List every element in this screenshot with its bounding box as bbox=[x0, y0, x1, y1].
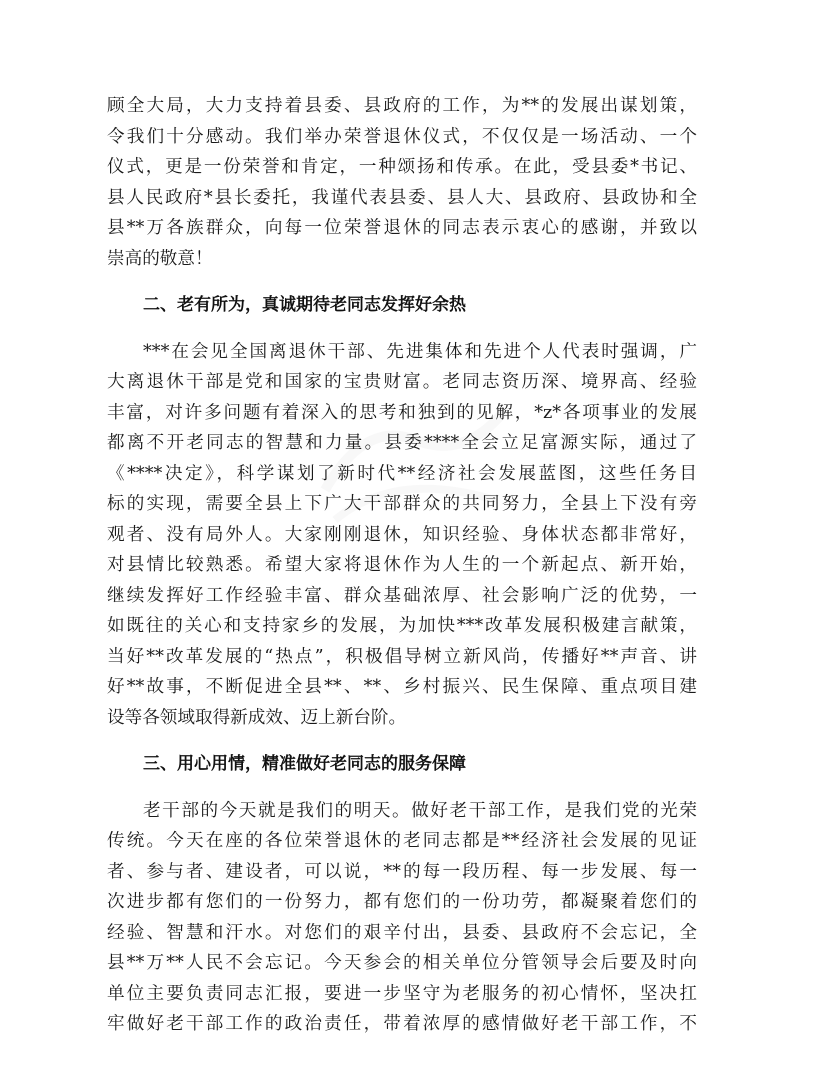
text-line: 丰富，对许多问题有着深入的思考和独到的见解，*z*各项事业的发展 bbox=[107, 402, 697, 423]
text-line: 县人民政府*县长委托，我谨代表县委、县人大、县政府、县政协和全 bbox=[107, 187, 697, 208]
text-line: 顾全大局，大力支持着县委、县政府的工作，为**的发展出谋划策， bbox=[107, 96, 697, 116]
text-line: 《****决定》，科学谋划了新时代**经济社会发展蓝图，这些任务目 bbox=[107, 463, 697, 484]
text-line: 传统。今天在座的各位荣誉退休的老同志都是**经济社会发展的见证 bbox=[107, 831, 697, 851]
section-heading-3: 三、用心用情，精准做好老同志的服务保障 bbox=[143, 754, 466, 774]
text-line: 县**万各族群众，向每一位荣誉退休的同志表示衷心的感谢，并致以 bbox=[107, 218, 697, 238]
text-line: 都离不开老同志的智慧和力量。县委****全会立足富源实际，通过了 bbox=[107, 433, 697, 453]
text-line: 大离退休干部是党和国家的宝贵财富。老同志资历深、境界高、经验 bbox=[107, 372, 697, 392]
text-line: 崇高的敬意！ bbox=[107, 248, 213, 269]
text-line: 对县情比较熟悉。希望大家将退休作为人生的一个新起点、新开始， bbox=[107, 555, 697, 575]
text-line: 牢做好老干部工作的政治责任，带着浓厚的感情做好老干部工作，不 bbox=[107, 1014, 697, 1034]
text-line: 仪式，更是一份荣誉和肯定，一种颂扬和传承。在此，受县委*书记、 bbox=[107, 157, 697, 177]
paragraph-continuation bbox=[107, 91, 697, 274]
text-line: 县**万**人民不会忘记。今天参会的相关单位分管领导会后要及时向 bbox=[107, 953, 697, 973]
document-body bbox=[107, 91, 697, 1040]
text-line: 经验、智慧和汗水。对您们的艰辛付出，县委、县政府不会忘记，全 bbox=[107, 922, 697, 943]
section-heading-2: 二、老有所为，真诚期待老同志发挥好余热 bbox=[143, 295, 466, 315]
text-line: 观者、没有局外人。大家刚刚退休，知识经验、身体状态都非常好， bbox=[107, 524, 697, 545]
paragraph-section-2 bbox=[107, 337, 697, 734]
text-line: 令我们十分感动。我们举办荣誉退休仪式，不仅仅是一场活动、一个 bbox=[107, 126, 697, 147]
text-line: 当好**改革发展的“热点”，积极倡导树立新风尚，传播好**声音、讲 bbox=[107, 646, 697, 667]
text-line: 者、参与者、建设者，可以说，**的每一段历程、每一步发展、每一 bbox=[107, 861, 697, 882]
text-line: 如既往的关心和支持家乡的发展，为加快***改革发展积极建言献策， bbox=[107, 616, 697, 636]
text-line: 设等各领域取得新成效、迈上新台阶。 bbox=[107, 707, 407, 728]
text-line: 标的实现，需要全县上下广大干部群众的共同努力，全县上下没有旁 bbox=[107, 494, 697, 514]
paragraph-section-3 bbox=[107, 796, 697, 1040]
text-line: 次进步都有您们的一份努力，都有您们的一份功劳，都凝聚着您们的 bbox=[107, 892, 697, 912]
text-line: 好**故事，不断促进全县**、**、乡村振兴、民生保障、重点项目建 bbox=[107, 677, 697, 697]
text-line: 老干部的今天就是我们的明天。做好老干部工作，是我们党的光荣 bbox=[143, 800, 697, 821]
text-line: 继续发挥好工作经验丰富、群众基础浓厚、社会影响广泛的优势，一 bbox=[107, 585, 697, 606]
text-line: 单位主要负责同志汇报，要进一步坚守为老服务的初心情怀，坚决扛 bbox=[107, 983, 697, 1004]
text-line: ***在会见全国离退休干部、先进集体和先进个人代表时强调，广 bbox=[143, 341, 697, 362]
